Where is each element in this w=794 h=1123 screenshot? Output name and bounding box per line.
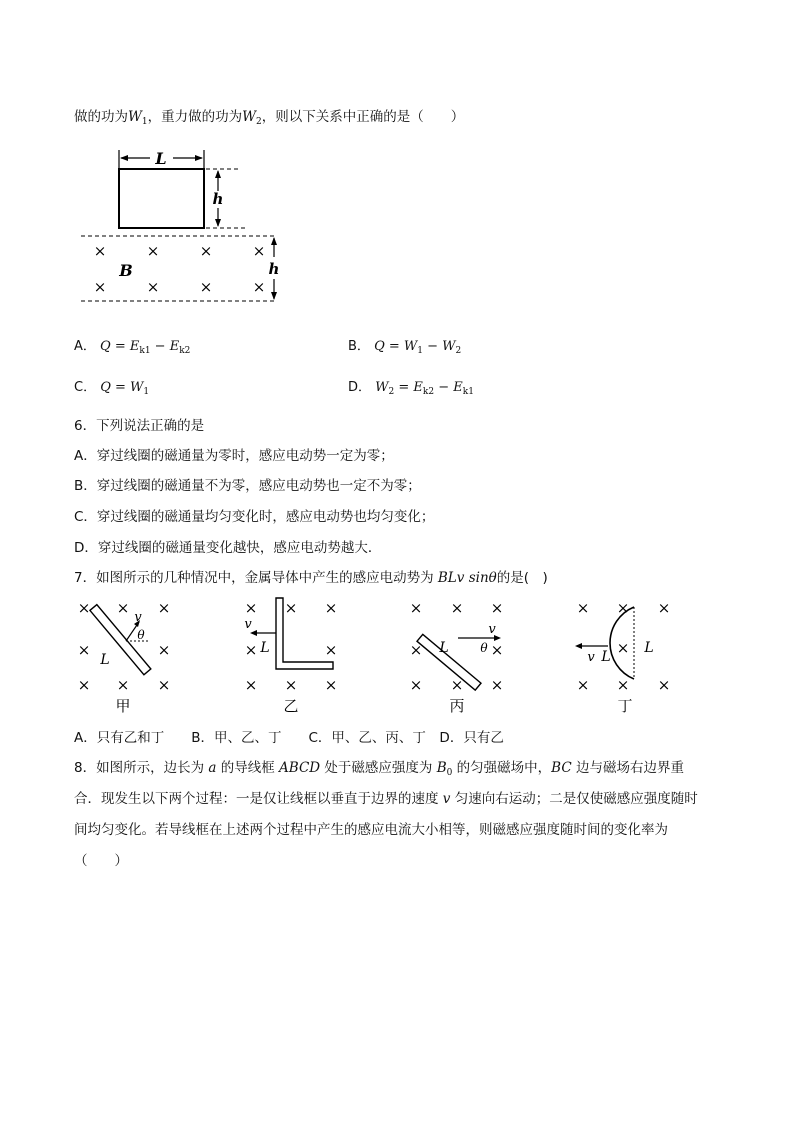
q8-math-b0 [437, 760, 453, 776]
q5-stem-prefix: 做的功为 [74, 109, 128, 125]
q7-field-cross: × [657, 599, 671, 617]
q5-d-sub: k2 [422, 387, 435, 397]
q7-field-cross: × [116, 676, 130, 694]
q8-math-b-sub: 0 [446, 768, 453, 778]
q7-field-cross: × [450, 599, 464, 617]
q5-h-right-arrowhead-down [271, 292, 277, 300]
q5-w1-sub: 1 [141, 117, 148, 127]
q5-b-sub: 2 [455, 346, 462, 356]
q8-text: 合．现发生以下两个过程：一是仅让线框以垂直于边界的速度 [74, 791, 443, 807]
q5-stem-mid: ，重力做的功为 [147, 109, 243, 125]
q7-field-cross: × [284, 676, 298, 694]
q8-text: 的导线框 [216, 760, 280, 776]
q5-field-cross: × [199, 278, 213, 296]
q7-stem-prefix: 7．如图所示的几种情况中，金属导体中产生的感应电动势为 [74, 570, 438, 586]
q6-option-a[interactable]: A．穿过线圈的磁通量为零时，感应电动势一定为零； [74, 448, 394, 464]
q7-stem [74, 568, 548, 588]
q7-yi-label-L: L [260, 640, 270, 656]
q7-field-cross: × [324, 676, 338, 694]
q8-math-abcd: ABCD [279, 760, 321, 776]
q7-field-cross: × [77, 676, 91, 694]
q5-option-b-expr [374, 339, 461, 354]
q5-c-sub: 1 [143, 387, 150, 397]
q7-field-cross: × [324, 641, 338, 659]
q5-b-part: − W [422, 339, 456, 354]
q7-field-cross: × [409, 641, 423, 659]
q5-d-sub: 2 [388, 387, 395, 397]
q5-d-part: − E [434, 380, 463, 395]
q7-field-cross: × [490, 676, 504, 694]
q5-option-b[interactable] [348, 337, 461, 361]
q5-stem [74, 107, 464, 132]
q7-caption-bing: 丙 [449, 697, 465, 715]
q8-line-2 [74, 789, 698, 809]
q6-option-b[interactable]: B．穿过线圈的磁通量不为零，感应电动势也一定不为零； [74, 478, 421, 494]
q8-math-v: v [442, 791, 451, 807]
q7-ding-label-v: v [587, 650, 595, 665]
q5-a-part: Q = E [100, 339, 140, 354]
q7-field-cross: × [409, 676, 423, 694]
q7-field-cross: × [616, 639, 630, 657]
q8-line-4: （ ） [74, 853, 128, 869]
q5-c-part: Q = W [100, 380, 144, 395]
q8-text: 处于磁感应强度为 [320, 760, 437, 776]
q7-caption-yi: 乙 [283, 697, 299, 715]
q7-field-cross: × [77, 599, 91, 617]
q5-field-cross: × [146, 242, 160, 260]
q7-field-cross: × [409, 599, 423, 617]
q7-caption-ding: 丁 [617, 697, 633, 715]
q7-options[interactable]: A．只有乙和丁 B．甲、乙、丁 C．甲、乙、丙、丁 D．只有乙 [74, 730, 504, 746]
q7-field-cross: × [490, 641, 504, 659]
q7-bing-label-theta: θ [480, 641, 488, 655]
q5-option-c[interactable] [74, 378, 149, 402]
q8-line-3: 间均匀变化。若导线框在上述两个过程中产生的感应电流大小相等，则磁感应强度随时间的变化率为 [74, 822, 668, 838]
q7-field-cross: × [657, 676, 671, 694]
q7-field-cross: × [77, 641, 91, 659]
q7-jia-label-theta: θ [137, 628, 145, 642]
q6-option-d[interactable]: D．穿过线圈的磁通量变化越快，感应电动势越大． [74, 540, 382, 556]
q5-option-c-letter: C． [74, 380, 97, 395]
q7-field-cross: × [616, 599, 630, 617]
q5-a-sub: k2 [179, 346, 191, 356]
q5-d-part: = E [394, 380, 423, 395]
q5-w1-symbol: W [128, 109, 142, 125]
q7-field-cross: × [116, 599, 130, 617]
q7-bing-label-L: L [439, 640, 449, 656]
q5-d-sub: k1 [462, 387, 474, 397]
q5-label-h-top: h [212, 190, 224, 208]
q7-figure [60, 594, 700, 720]
q5-label-h-right: h [268, 260, 280, 278]
q5-a-part: − E [150, 339, 180, 354]
q5-field-cross: × [252, 242, 266, 260]
q5-option-a-expr [100, 339, 190, 354]
q8-line-1 [74, 758, 684, 783]
q7-field-cross: × [576, 676, 590, 694]
q7-ding-velocity-head [575, 643, 582, 649]
q5-field-cross: × [199, 242, 213, 260]
q5-option-c-expr [100, 380, 149, 395]
q6-stem: 6．下列说法正确的是 [74, 418, 205, 434]
q7-bing-rod [417, 634, 481, 690]
q7-panel-ding [575, 607, 654, 679]
q5-w2-sub: 2 [256, 117, 262, 127]
q5-w2-symbol: W [242, 109, 257, 125]
q5-field-cross: × [252, 278, 266, 296]
q8-text: 匀速向右运动；二是仅使磁感应强度随时 [450, 791, 698, 807]
q5-field-cross: × [93, 278, 107, 296]
q8-math-bc: BC [551, 760, 572, 776]
q7-field-cross: × [157, 676, 171, 694]
q5-h-top-arrowhead-up [215, 170, 221, 178]
q5-stem-suffix: ，则以下关系中正确的是（ ） [261, 109, 465, 125]
q5-wire-frame [119, 169, 204, 228]
q5-option-a[interactable] [74, 337, 190, 361]
q5-option-d[interactable] [348, 378, 474, 402]
q7-jia-label-v: v [134, 610, 142, 625]
q5-h-top-arrowhead-down [215, 219, 221, 227]
q8-text: 的匀强磁场中， [452, 760, 552, 776]
q5-field-cross: × [93, 242, 107, 260]
q7-ding-label-L2: L [644, 640, 654, 656]
q7-field-cross: × [324, 599, 338, 617]
q7-caption-jia: 甲 [115, 697, 131, 715]
q5-w2 [242, 109, 262, 125]
q7-field-cross: × [450, 676, 464, 694]
q7-ding-label-L: L [601, 649, 611, 665]
q7-field-cross: × [284, 599, 298, 617]
q8-math-b: B [436, 760, 447, 776]
q7-stem-formula: BLv sinθ [437, 570, 497, 586]
q5-option-d-expr [375, 380, 474, 395]
q7-field-cross: × [244, 641, 258, 659]
q7-captions [115, 697, 632, 715]
q5-field-cross: × [146, 278, 160, 296]
q5-figure [76, 146, 286, 306]
q5-option-b-letter: B． [348, 339, 370, 354]
q5-label-B: B [119, 261, 133, 280]
q7-field-cross: × [576, 599, 590, 617]
q6-option-c[interactable]: C．穿过线圈的磁通量均匀变化时，感应电动势也均匀变化； [74, 509, 435, 525]
q8-text: 8．如图所示，边长为 [74, 760, 209, 776]
q5-b-part: Q = W [374, 339, 418, 354]
q5-option-a-letter: A． [74, 339, 96, 354]
q5-d-part: W [375, 380, 389, 395]
q5-h-right-arrowhead-up [271, 237, 277, 245]
q7-field-cross: × [616, 676, 630, 694]
q5-label-L: L [155, 149, 167, 168]
q7-field-cross: × [157, 641, 171, 659]
q7-field-cross: × [157, 599, 171, 617]
q7-jia-label-L: L [100, 652, 110, 668]
q5-L-arrowhead-left [120, 155, 128, 161]
q7-field-cross: × [490, 599, 504, 617]
q7-field-cross: × [244, 599, 258, 617]
q5-L-arrowhead-right [195, 155, 203, 161]
q7-bing-label-v: v [488, 622, 496, 637]
q7-field-cross: × [244, 676, 258, 694]
q5-a-sub: k1 [139, 346, 151, 356]
q8-text: 边与磁场右边界重 [571, 760, 684, 776]
q5-b-sub: 1 [417, 346, 423, 356]
q7-yi-label-v: v [244, 617, 252, 632]
q8-math-a: a [208, 760, 217, 776]
q7-stem-suffix: 的是( ) [496, 570, 548, 586]
q5-w1 [128, 109, 148, 125]
q5-option-d-letter: D． [348, 380, 372, 395]
